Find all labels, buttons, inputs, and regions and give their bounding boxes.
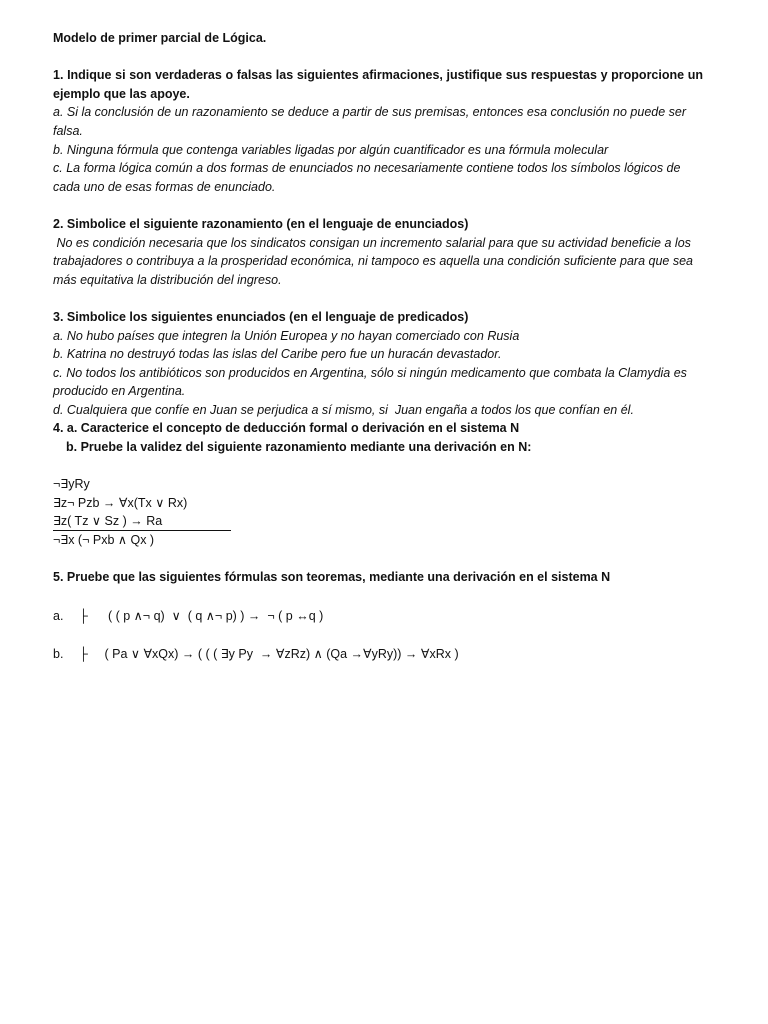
document-content (53, 29, 703, 664)
q5-formula-b: ( Pa ∨ ∀xQx) → ( ( ( ∃y Py → ∀zRz) ∧ (Qa →∀yRy)) → ∀xRx ) (101, 647, 459, 662)
q3-item-a: a. No hubo países que integren la Unión Europea y no hayan comerciado con Rusia (53, 328, 520, 343)
q4-heading-b: b. Pruebe la validez del siguiente razonamiento mediante una derivación en N: (66, 440, 532, 455)
turnstile-symbol: ├ (79, 647, 88, 662)
q2-heading: 2. Simbolice el siguiente razonamiento (en el lenguaje de enunciados) (53, 216, 469, 231)
q3-item-d: d. Cualquiera que confíe en Juan se perjudica a sí mismo, si Juan engaña a todos los que confían en él. (53, 402, 634, 417)
q5-item-a-label: a. (53, 608, 64, 623)
argument-premise-3: ∃z( Tz ∨ Sz ) → Ra (53, 514, 163, 529)
q1-item-b: b. Ninguna fórmula que contenga variables ligadas por algún cuantificador es una fórmula molecular (53, 142, 609, 157)
q3-heading: 3. Simbolice los siguientes enunciados (en el lenguaje de predicados) (53, 309, 469, 324)
q5-item-b (53, 645, 703, 664)
argument-premise-1: ¬∃yRy (53, 477, 90, 492)
q1-item-c: c. La forma lógica común a dos formas de enunciados no necesariamente contiene todos los símbolos lógicos de cada uno de esas formas de enunciado. (53, 161, 681, 194)
q1-heading: 1. Indique si son verdaderas o falsas las siguientes afirmaciones, justifique sus respuestas y proporcione un ejemplo que las apoye. (53, 68, 703, 101)
q4-heading-a: 4. a. Caracterice el concepto de deducción formal o derivación en el sistema N (53, 421, 520, 436)
document-title: Modelo de primer parcial de Lógica. (53, 31, 267, 45)
q5-heading: 5. Pruebe que las siguientes fórmulas son teoremas, mediante una derivación en el sistema N (53, 570, 611, 585)
q3-item-b: b. Katrina no destruyó todas las islas del Caribe pero fue un huracán devastador. (53, 347, 502, 362)
argument-premise-2: ∃z¬ Pzb → ∀x(Tx ∨ Rx) (53, 495, 188, 510)
q5-item-b-label: b. (53, 647, 64, 662)
q5-formula-a: ( ( p ∧¬ q) ∨ ( q ∧¬ p) ) → ¬ ( p ↔q ) (101, 608, 324, 623)
q5-item-a (53, 607, 703, 626)
turnstile-symbol: ├ (79, 608, 88, 623)
q3-item-c: c. No todos los antibióticos son producidos en Argentina, sólo si ningún medicamento que combata la Clamydia es producido en Argentina. (53, 365, 687, 399)
argument-conclusion: ¬∃x (¬ Pxb ∧ Qx ) (53, 533, 155, 548)
q1-item-a: a. Si la conclusión de un razonamiento se deduce a partir de sus premisas, entonces esa conclusión no puede ser falsa. (53, 105, 687, 138)
q2-text: No es condición necesaria que los sindicatos consigan un incremento salarial para que su actividad beneficie a los trabajadores o contribuya a la prosperidad económica, ni tampoco es aquella una condición suficiente para que sea más equitativa la distribución del ingreso. (53, 235, 697, 287)
